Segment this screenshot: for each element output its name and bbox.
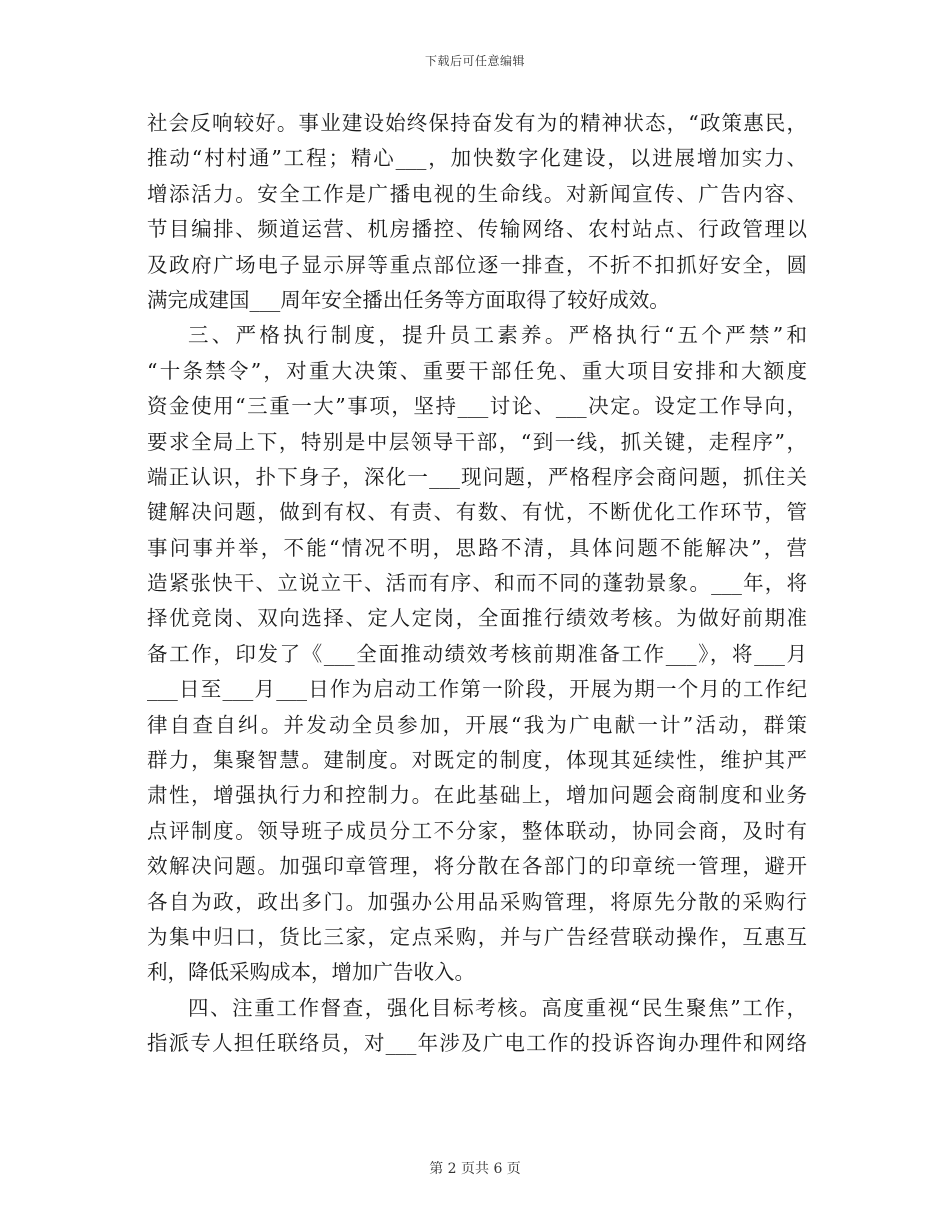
text-line: 律自查自纠。并发动全员参加，开展“我为广电献一计”活动，群策 (147, 712, 807, 737)
text-line: 满完成建国___周年安全播出任务等方面取得了较好成效。 (147, 287, 670, 312)
document-body (147, 106, 807, 1062)
text-line: 要求全局上下，特别是中层领导干部，“到一线，抓关键，走程序”， (147, 429, 807, 454)
text-line: 择优竞岗、双向选择、定人定岗，全面推行绩效考核。为做好前期准 (147, 606, 807, 631)
text-line: 事问事并举，不能“情况不明，思路不清，具体问题不能解决”，营 (147, 535, 807, 560)
text-line: 群力，集聚智慧。建制度。对既定的制度，体现其延续性，维护其严 (147, 748, 807, 773)
page-footer: 第 2 页共 6 页 (429, 1161, 521, 1177)
text-line: 节目编排、频道运营、机房播控、传输网络、农村站点、行政管理以 (147, 217, 807, 242)
text-line: 效解决问题。加强印章管理，将分散在各部门的印章统一管理，避开 (147, 854, 807, 879)
paragraph-start-line: 四、注重工作督查，强化目标考核。高度重视“民生聚焦”工作， (188, 995, 807, 1020)
text-line: 推动“村村通”工程；精心___，加快数字化建设，以进展增加实力、 (147, 146, 807, 171)
paragraph-start-line: 三、严格执行制度，提升员工素养。严格执行“五个严禁”和 (188, 323, 807, 348)
text-line: 键解决问题，做到有权、有责、有数、有忧，不断优化工作环节，管 (147, 500, 807, 525)
text-line: 增添活力。安全工作是广播电视的生命线。对新闻宣传、广告内容、 (147, 181, 807, 206)
text-line: 指派专人担任联络员，对___年涉及广电工作的投诉咨询办理件和网络 (147, 1031, 807, 1056)
text-line: 点评制度。领导班子成员分工不分家，整体联动，协同会商，及时有 (147, 818, 807, 843)
text-line: 及政府广场电子显示屏等重点部位逐一排查，不折不扣抓好安全，圆 (147, 252, 807, 277)
text-line: 资金使用“三重一大”事项，坚持___讨论、___决定。设定工作导向， (147, 394, 807, 419)
text-line: 肃性，增强执行力和控制力。在此基础上，增加问题会商制度和业务 (147, 783, 807, 808)
text-line: “十条禁令”，对重大决策、重要干部任免、重大项目安排和大额度 (147, 358, 807, 383)
text-line: 端正认识，扑下身子，深化一___现问题，严格程序会商问题，抓住关 (147, 464, 807, 489)
text-line: 备工作，印发了《___全面推动绩效考核前期准备工作___》，将___月 (147, 641, 807, 666)
text-line: ___日至___月___日作为启动工作第一阶段，开展为期一个月的工作纪 (147, 677, 807, 702)
text-line: 利，降低采购成本，增加广告收入。 (147, 960, 475, 985)
text-line: 为集中归口，货比三家，定点采购，并与广告经营联动操作，互惠互 (147, 924, 807, 949)
page-header: 下载后可任意编辑 (424, 54, 525, 68)
text-line: 造紧张快干、立说立干、活而有序、和而不同的蓬勃景象。___年，将 (147, 571, 807, 596)
text-line: 各自为政，政出多门。加强办公用品采购管理，将原先分散的采购行 (147, 889, 807, 914)
text-line: 社会反响较好。事业建设始终保持奋发有为的精神状态，“政策惠民， (147, 111, 807, 135)
